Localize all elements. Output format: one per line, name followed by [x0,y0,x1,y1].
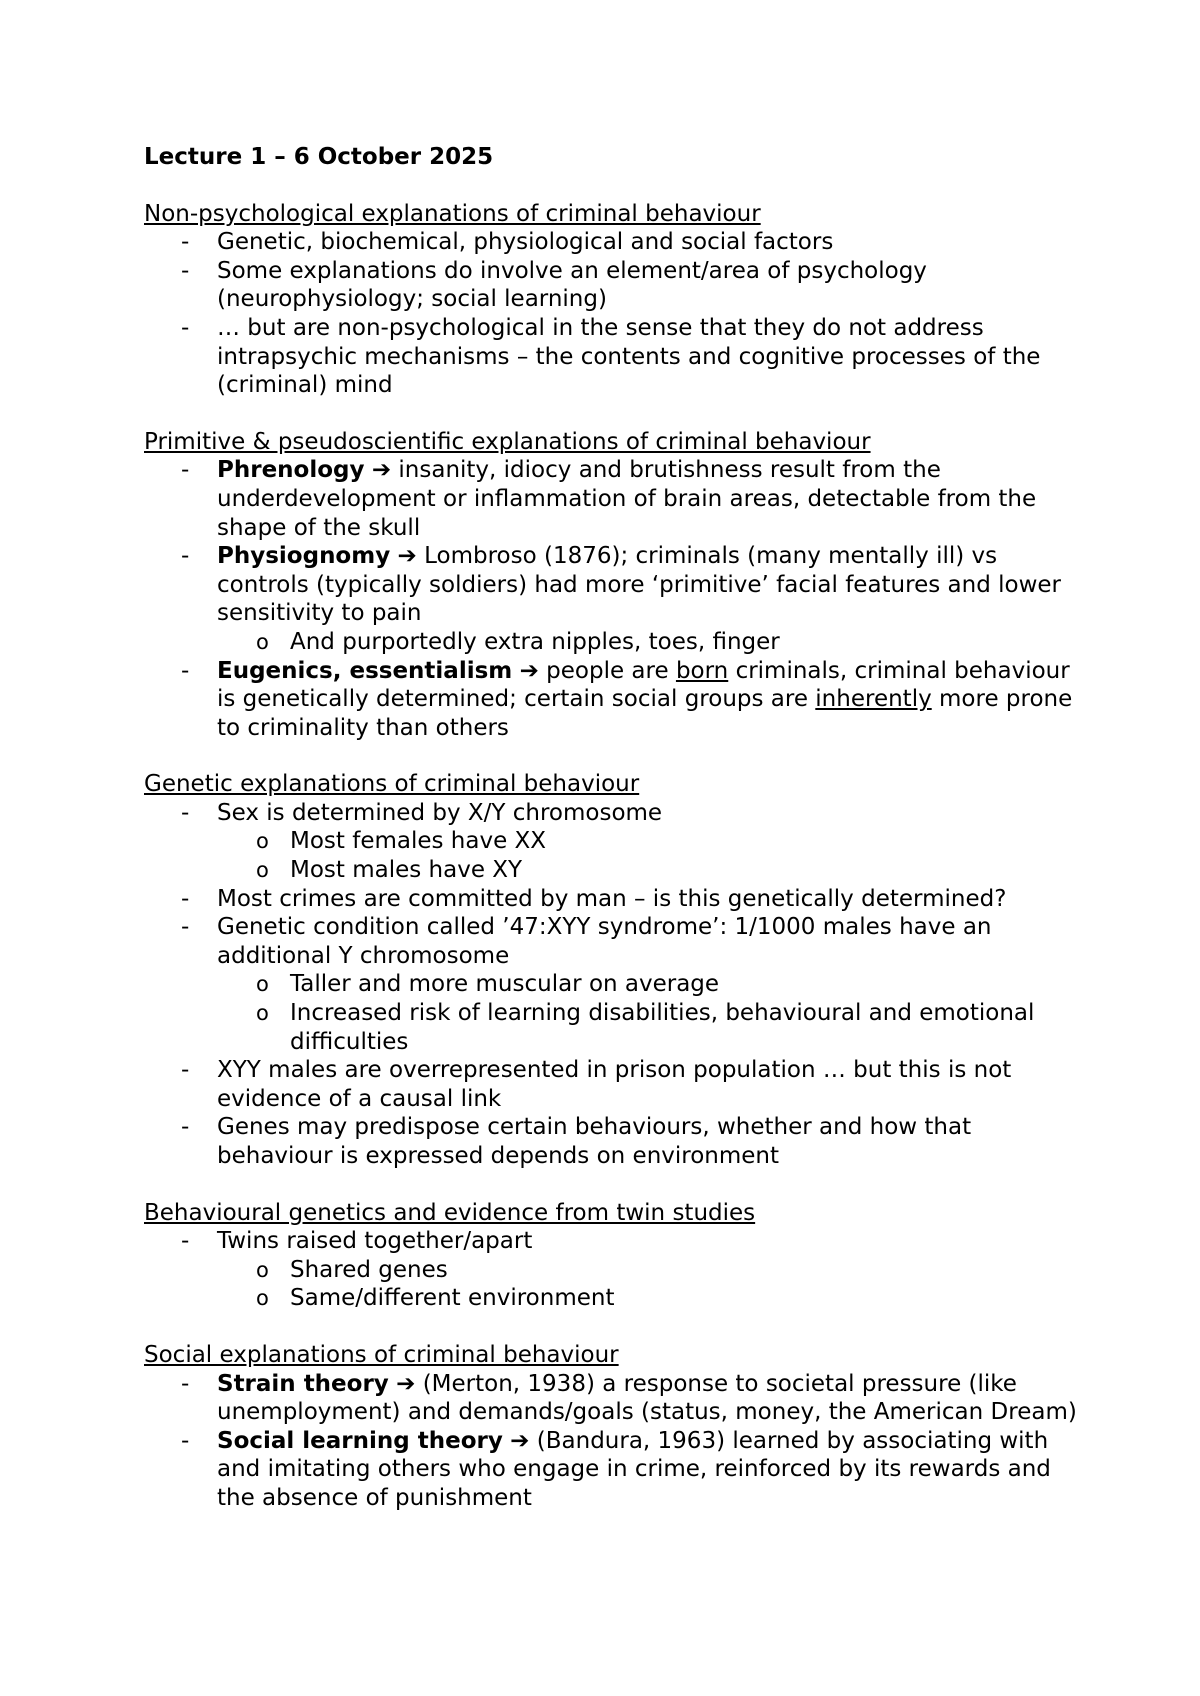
circle-bullet: o [256,858,269,883]
list-item: - Strain theory ➔ (Merton, 1938) a response to societal pressure (like unemployment) and demands/goals (status, money, the American Dream) [181,1370,1077,1426]
dash-bullet: - [181,799,190,826]
dash-bullet: - [181,914,190,941]
bullet-list [144,799,1079,1171]
term-physiognomy: Physiognomy [217,543,391,570]
dash-bullet: - [181,1057,190,1084]
term-phrenology: Phrenology [217,457,365,484]
sub-list-item: o Same/different environment [256,1285,615,1312]
section-heading: Genetic explanations of criminal behaviour [144,771,640,798]
bullet-list [144,1370,1079,1513]
dash-bullet: - [181,1114,190,1141]
sub-list-item: o Most males have XY [256,857,523,884]
dash-bullet: - [181,257,190,284]
list-item: - Eugenics, essentialism ➔ people are born criminals, criminal behaviour is genetically determined; certain social groups are inherently more prone to criminality than others [181,657,1073,741]
list-item: - Most crimes are committed by man – is this genetically determined? [181,885,1007,912]
list-item: - Some explanations do involve an element/area of psychology (neurophysiology; social learning) [181,257,927,313]
arrow-icon: ➔ [519,657,539,684]
list-item: - Social learning theory ➔ (Bandura, 1963) learned by associating with and imitating others who engage in crime, reinforced by its rewards and the absence of punishment [181,1427,1051,1511]
circle-bullet: o [256,1286,269,1311]
section-social [144,1341,1079,1513]
dash-bullet: - [181,1370,190,1397]
circle-bullet: o [256,629,269,654]
circle-bullet: o [256,829,269,854]
bullet-list [144,228,1079,400]
arrow-icon: ➔ [510,1427,530,1454]
section-twin-studies [144,1199,1079,1313]
list-item: - Genetic, biochemical, physiological and social factors [181,229,834,256]
dash-bullet: - [181,314,190,341]
document-content [144,143,1079,1513]
section-heading: Behavioural genetics and evidence from twin studies [144,1199,756,1226]
term-strain-theory: Strain theory [217,1370,389,1397]
list-item: - Genes may predispose certain behaviours, whether and how that behaviour is expressed depends on environment [181,1114,972,1169]
dash-bullet: - [181,457,190,484]
sub-list-item: o Taller and more muscular on average [256,971,720,998]
list-item: - Phrenology ➔ insanity, idiocy and brutishness result from the underdevelopment or inflammation of brain areas, detectable from the shape of the skull [181,457,1037,541]
dash-bullet: - [181,885,190,912]
dash-bullet: - [181,657,190,684]
lecture-title: Lecture 1 – 6 October 2025 [144,144,494,170]
sub-list-item: o Increased risk of learning disabilities, behavioural and emotional difficulties [256,1000,1035,1055]
sub-list-item: o Most females have XX [256,828,547,855]
section-genetic [144,770,1079,1170]
circle-bullet: o [256,1257,269,1282]
sub-list-item: o And purportedly extra nipples, toes, finger [256,628,780,655]
sub-list-item: o Shared genes [256,1256,448,1283]
section-heading: Primitive & pseudoscientific explanations of criminal behaviour [144,428,871,455]
bullet-list [144,1227,1079,1313]
term-social-learning-theory: Social learning theory [217,1427,503,1454]
section-non-psychological [144,200,1079,400]
dash-bullet: - [181,1228,190,1255]
term-eugenics: Eugenics, essentialism [217,657,513,684]
circle-bullet: o [256,1001,269,1026]
section-heading: Non-psychological explanations of criminal behaviour [144,200,761,227]
section-heading: Social explanations of criminal behaviour [144,1341,619,1368]
list-item: - … but are non-psychological in the sense that they do not address intrapsychic mechanisms – the contents and cognitive processes of the (criminal) mind [181,314,1041,399]
list-item: - Twins raised together/apart [181,1228,533,1255]
arrow-icon: ➔ [397,543,417,570]
dash-bullet: - [181,229,190,256]
arrow-icon: ➔ [371,457,392,484]
list-item: - Genetic condition called ’47:XYY syndrome’: 1/1000 males have an additional Y chromosome [181,914,992,969]
arrow-icon: ➔ [396,1370,416,1397]
list-item: - Physiognomy ➔ Lombroso (1876); criminals (many mentally ill) vs controls (typically soldiers) had more ‘primitive’ facial features and lower sensitivity to pain [181,543,1061,627]
bullet-list [144,456,1079,742]
dash-bullet: - [181,1427,190,1454]
list-item: - Sex is determined by X/Y chromosome [181,799,663,826]
section-primitive-pseudoscientific [144,428,1079,743]
circle-bullet: o [256,972,269,997]
list-item: - XYY males are overrepresented in prison population … but this is not evidence of a causal link [181,1057,1012,1112]
dash-bullet: - [181,543,190,570]
